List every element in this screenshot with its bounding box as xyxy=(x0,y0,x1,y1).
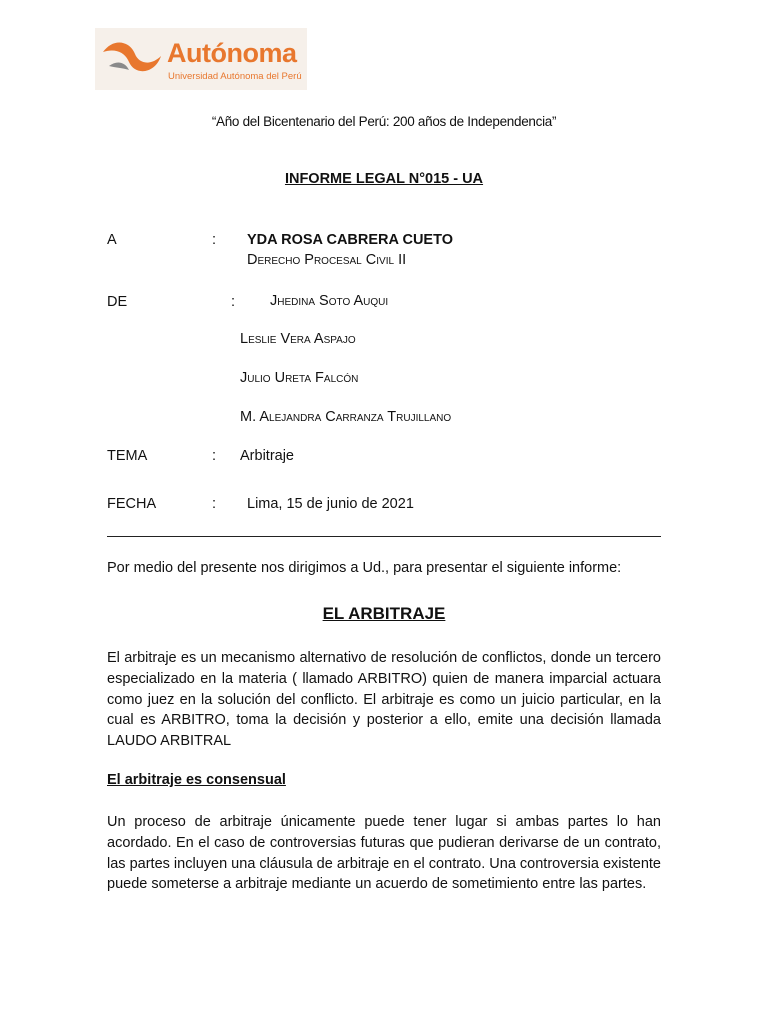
author-4: M. Alejandra Carranza Trujillano xyxy=(240,409,452,425)
to-label: A xyxy=(107,232,117,248)
course-name: Derecho Procesal Civil II xyxy=(247,252,407,268)
author-3: Julio Ureta Falcón xyxy=(240,370,359,386)
subheading-consensual: El arbitraje es consensual xyxy=(107,772,286,788)
recipient-name: YDA ROSA CABRERA CUETO xyxy=(247,232,453,248)
topic-value: Arbitraje xyxy=(240,448,294,464)
intro-text: Por medio del presente nos dirigimos a Ud., para presentar el siguiente informe: xyxy=(107,560,622,576)
author-2: Leslie Vera Aspajo xyxy=(240,331,356,347)
logo-name: Autónoma xyxy=(167,38,297,68)
from-colon: : xyxy=(231,294,236,310)
logo-subtitle: Universidad Autónoma del Perú xyxy=(168,71,302,82)
header-divider xyxy=(107,536,661,537)
author-1: Jhedina Soto Auqui xyxy=(270,293,389,309)
from-label: DE xyxy=(107,294,128,310)
topic-colon: : xyxy=(212,448,217,464)
date-value: Lima, 15 de junio de 2021 xyxy=(247,496,414,512)
motto: “Año del Bicentenario del Perú: 200 años de Independencia” xyxy=(211,114,557,129)
date-label: FECHA xyxy=(107,496,157,512)
to-colon: : xyxy=(212,232,217,248)
date-colon: : xyxy=(212,496,217,512)
section-title: EL ARBITRAJE xyxy=(322,604,446,623)
paragraph-consensual: Un proceso de arbitraje únicamente puede tener lugar si ambas partes lo han acordado. En el caso de controversias futuras que pudieran derivarse de un contrato, las partes incluyen una cláusula de arbitraje en el contrato. Una controversia existente puede someterse a arbitraje mediante un acuerdo de sometimiento entre las partes. xyxy=(107,814,661,893)
paragraph-definition: El arbitraje es un mecanismo alternativo de resolución de conflictos, donde un tercero especializado en la materia ( llamado ARBITRO) quien de manera imparcial actuara como juez en la solución del conflicto. El arbitraje es como un juicio particular, en la cual es ARBITRO, toma la decisión y posterior a ello, emite una decisión llamada LAUDO ARBITRAL xyxy=(107,650,661,750)
topic-label: TEMA xyxy=(107,448,148,464)
document-title: INFORME LEGAL N°015 - UA xyxy=(284,171,484,187)
logo-swoosh-icon xyxy=(99,36,165,82)
university-logo xyxy=(95,28,307,90)
